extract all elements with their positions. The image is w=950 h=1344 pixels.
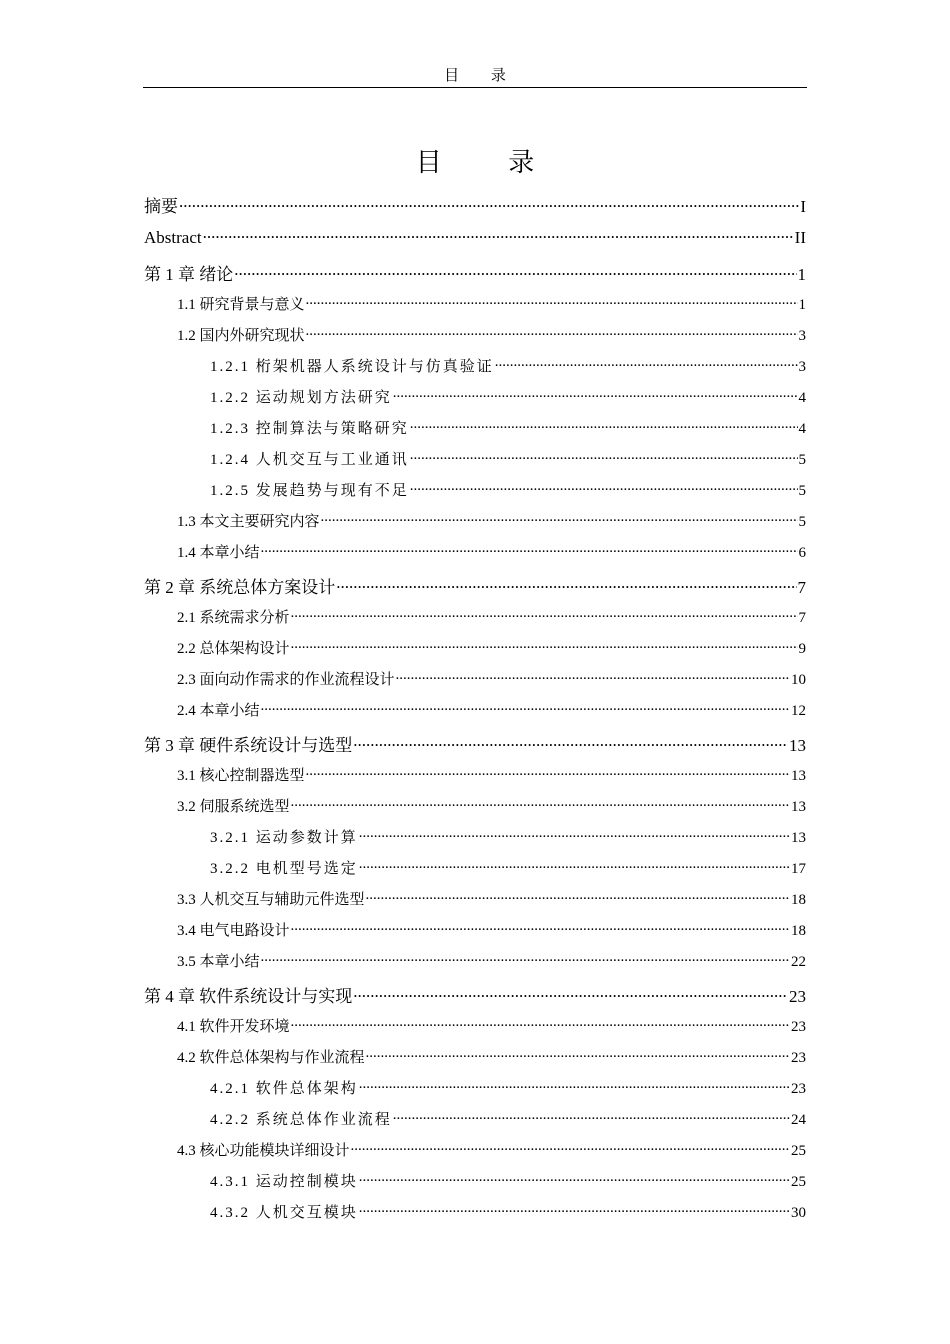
toc-entry[interactable]: [144, 260, 806, 285]
toc-dot-leader: [410, 449, 798, 464]
toc-entry-label: 第 1 章 绪论: [144, 265, 234, 284]
toc-entry-page: 13: [791, 830, 806, 846]
toc-entry-label: 3.2.2 电机型号选定: [210, 861, 358, 877]
toc-dot-leader: [359, 1171, 790, 1186]
toc-entry-label: 4.2 软件总体架构与作业流程: [177, 1050, 365, 1066]
toc-entry-page: 7: [798, 610, 806, 626]
toc-entry-label: 1.2.2 运动规划方法研究: [210, 390, 392, 406]
toc-entry-label: 第 3 章 硬件系统设计与选型: [144, 736, 353, 755]
toc-entry[interactable]: [177, 293, 806, 314]
toc-entry[interactable]: [177, 888, 806, 909]
toc-entry[interactable]: [177, 606, 806, 627]
toc-dot-leader: [353, 985, 788, 1002]
toc-dot-leader: [353, 734, 788, 751]
toc-entry-label: 1.2.3 控制算法与策略研究: [210, 421, 409, 437]
toc-entry-page: 17: [791, 861, 806, 877]
toc-dot-leader: [351, 1140, 790, 1155]
toc-entry[interactable]: [177, 510, 806, 531]
toc-entry[interactable]: [210, 417, 806, 438]
toc-entry-label: 3.5 本章小结: [177, 954, 260, 970]
toc-entry-page: 5: [798, 483, 806, 499]
toc-dot-leader: [359, 1078, 790, 1093]
toc-dot-leader: [179, 195, 799, 212]
toc-dot-leader: [366, 889, 790, 904]
toc-entry-page: 5: [798, 514, 806, 530]
toc-dot-leader: [306, 765, 790, 780]
toc-entry-label: 2.2 总体架构设计: [177, 641, 290, 657]
toc-entry-label: 1.3 本文主要研究内容: [177, 514, 320, 530]
toc-dot-leader: [291, 1016, 790, 1031]
toc-entry[interactable]: [177, 1046, 806, 1067]
toc-entry[interactable]: [144, 192, 806, 217]
toc-entry[interactable]: [210, 448, 806, 469]
toc-dot-leader: [261, 542, 798, 557]
toc-entry-page: 3: [798, 328, 806, 344]
toc-dot-leader: [396, 669, 790, 684]
toc-entry-label: 4.1 软件开发环境: [177, 1019, 290, 1035]
toc-entry-label: 4.3.2 人机交互模块: [210, 1205, 358, 1221]
toc-entry[interactable]: [177, 699, 806, 720]
toc-entry-label: 1.2 国内外研究现状: [177, 328, 305, 344]
toc-entry-label: 4.3.1 运动控制模块: [210, 1174, 358, 1190]
toc-entry-label: 3.3 人机交互与辅助元件选型: [177, 892, 365, 908]
toc-entry[interactable]: [177, 764, 806, 785]
toc-entry-page: 23: [791, 1050, 806, 1066]
toc-dot-leader: [495, 356, 798, 371]
toc-entry-label: 第 4 章 软件系统设计与实现: [144, 987, 353, 1006]
toc-entry-page: 1: [797, 265, 806, 284]
toc-dot-leader: [321, 511, 798, 526]
toc-entry-page: 13: [789, 736, 806, 755]
toc-entry-label: 第 2 章 系统总体方案设计: [144, 578, 336, 597]
toc-entry-label: 1.2.1 桁架机器人系统设计与仿真验证: [210, 359, 494, 375]
toc-entry-label: 3.1 核心控制器选型: [177, 768, 305, 784]
toc-dot-leader: [291, 607, 798, 622]
toc-dot-leader: [336, 576, 796, 593]
toc-dot-leader: [306, 294, 798, 309]
toc-dot-leader: [359, 827, 790, 842]
toc-entry-page: 22: [791, 954, 806, 970]
toc-entry[interactable]: [210, 386, 806, 407]
toc-entry-label: 3.4 电气电路设计: [177, 923, 290, 939]
toc-entry-page: 4: [798, 390, 806, 406]
toc-entry-label: 3.2.1 运动参数计算: [210, 830, 358, 846]
page-title: 目 录: [415, 148, 565, 177]
toc-entry-page: 23: [789, 987, 806, 1006]
toc-entry-page: 18: [791, 892, 806, 908]
toc-entry-page: 24: [791, 1112, 806, 1128]
toc-entry-page: 12: [791, 703, 806, 719]
toc-entry-page: 3: [798, 359, 806, 375]
toc-entry[interactable]: [210, 479, 806, 500]
toc-entry-label: 4.2.1 软件总体架构: [210, 1081, 358, 1097]
toc-entry[interactable]: [177, 1139, 806, 1160]
toc-entry[interactable]: [177, 919, 806, 940]
toc-entry-label: 1.1 研究背景与意义: [177, 297, 305, 313]
toc-entry-label: 1.2.4 人机交互与工业通讯: [210, 452, 409, 468]
toc-entry[interactable]: [144, 731, 806, 756]
toc-entry-label: 3.2 伺服系统选型: [177, 799, 290, 815]
toc-entry-page: 5: [798, 452, 806, 468]
toc-dot-leader: [291, 920, 790, 935]
toc-entry[interactable]: [144, 982, 806, 1007]
toc-dot-leader: [306, 325, 798, 340]
toc-entry[interactable]: [210, 355, 806, 376]
toc-entry-page: 23: [791, 1081, 806, 1097]
toc-dot-leader: [234, 263, 796, 280]
toc-dot-leader: [359, 1202, 790, 1217]
toc-dot-leader: [261, 951, 790, 966]
toc-entry[interactable]: [177, 1015, 806, 1036]
toc-dot-leader: [393, 387, 798, 402]
toc-entry-page: 6: [798, 545, 806, 561]
toc-entry[interactable]: [177, 950, 806, 971]
toc-dot-leader: [393, 1109, 790, 1124]
toc-entry[interactable]: [177, 795, 806, 816]
toc-entry-page: II: [794, 228, 806, 247]
toc-dot-leader: [261, 700, 790, 715]
toc-entry[interactable]: [177, 324, 806, 345]
toc-dot-leader: [366, 1047, 790, 1062]
toc-entry-page: 10: [791, 672, 806, 688]
toc-entry-label: 2.4 本章小结: [177, 703, 260, 719]
toc-entry-page: I: [800, 197, 806, 216]
toc-entry[interactable]: [177, 541, 806, 562]
toc-entry-page: 30: [791, 1205, 806, 1221]
toc-entry-page: 18: [791, 923, 806, 939]
toc-entry-page: 4: [798, 421, 806, 437]
toc-entry-page: 13: [791, 768, 806, 784]
toc-entry-label: 4.2.2 系统总体作业流程: [210, 1112, 392, 1128]
toc-entry-page: 23: [791, 1019, 806, 1035]
toc-entry-label: 2.3 面向动作需求的作业流程设计: [177, 672, 395, 688]
toc-entry[interactable]: [177, 668, 806, 689]
toc-entry[interactable]: [210, 1108, 806, 1129]
toc-entry[interactable]: [210, 857, 806, 878]
toc-dot-leader: [410, 480, 798, 495]
toc-entry-label: Abstract: [144, 228, 202, 247]
toc-entry-label: 摘要: [144, 197, 178, 216]
toc-entry-page: 25: [791, 1143, 806, 1159]
toc-entry[interactable]: [144, 573, 806, 598]
toc-entry[interactable]: [210, 1170, 806, 1191]
toc-entry[interactable]: [210, 826, 806, 847]
toc-entry-label: 1.4 本章小结: [177, 545, 260, 561]
toc-entry[interactable]: [177, 637, 806, 658]
toc-entry[interactable]: [210, 1077, 806, 1098]
toc-dot-leader: [291, 796, 790, 811]
toc-entry-label: 4.3 核心功能模块详细设计: [177, 1143, 350, 1159]
running-header: 目 录: [143, 66, 807, 88]
toc-dot-leader: [291, 638, 798, 653]
toc-entry-page: 25: [791, 1174, 806, 1190]
toc-entry-label: 1.2.5 发展趋势与现有不足: [210, 483, 409, 499]
toc-entry-page: 1: [798, 297, 806, 313]
toc-dot-leader: [359, 858, 790, 873]
toc-entry-page: 9: [798, 641, 806, 657]
toc-entry-page: 7: [797, 578, 806, 597]
toc-dot-leader: [203, 226, 794, 243]
toc-entry[interactable]: [144, 226, 806, 248]
toc-entry-label: 2.1 系统需求分析: [177, 610, 290, 626]
toc-entry-page: 13: [791, 799, 806, 815]
toc-dot-leader: [410, 418, 798, 433]
toc-entry[interactable]: [210, 1201, 806, 1222]
